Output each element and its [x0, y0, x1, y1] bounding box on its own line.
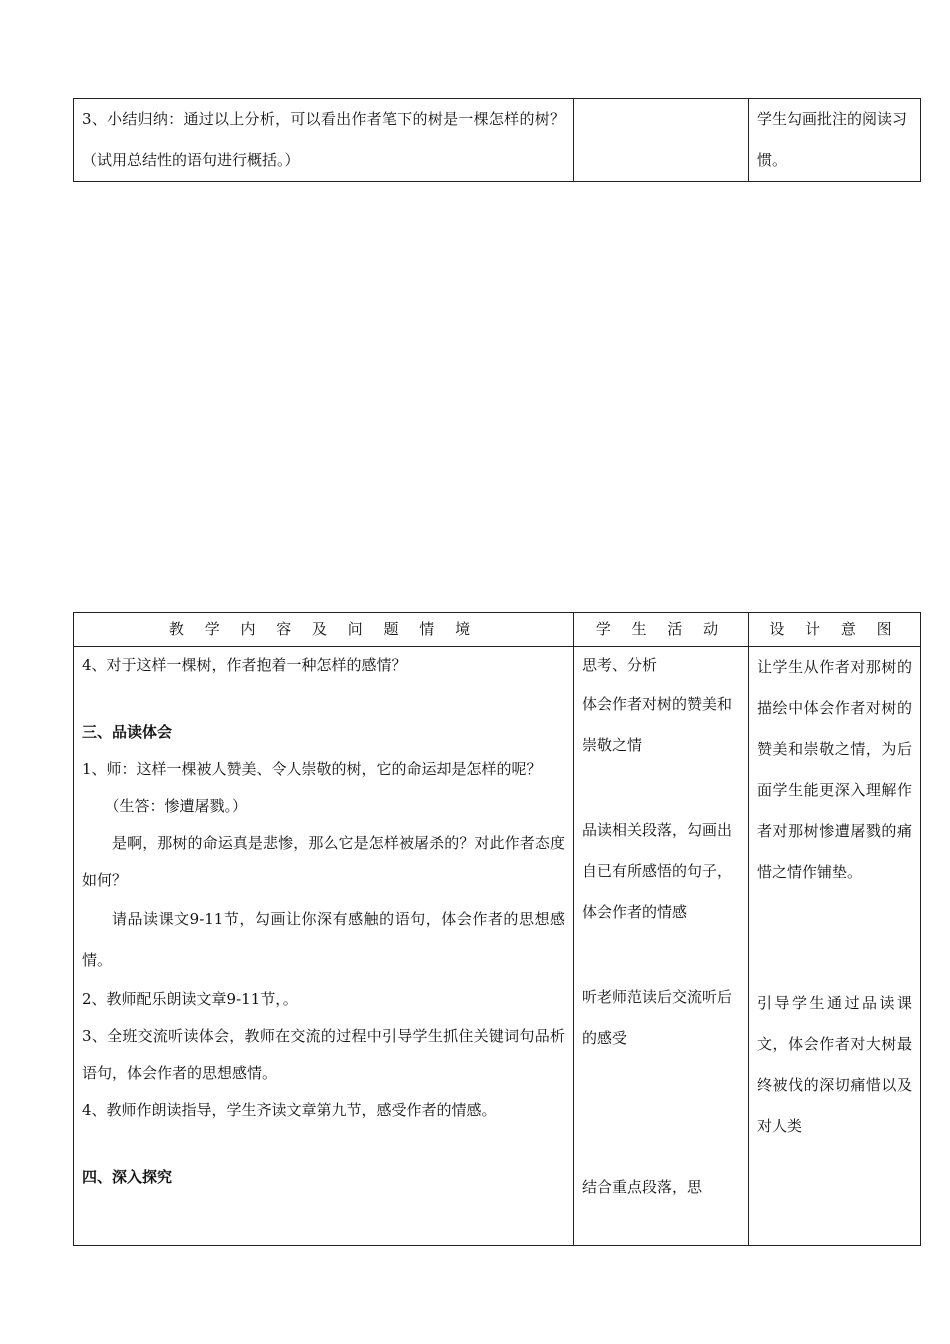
activity-cell	[574, 647, 749, 1246]
header-content: 教 学 内 容 及 问 题 情 境	[74, 613, 574, 647]
intent-cell	[749, 647, 921, 1246]
activity-3: 品读相关段落，勾画出自已有所感悟的句子，体会作者的情感	[582, 821, 733, 921]
paragraph-5: 2、教师配乐朗读文章9-11节，。	[82, 990, 298, 1008]
table-row	[74, 647, 921, 1246]
paragraph-3: 是啊，那树的命运真是悲惨，那么它是怎样被屠杀的？对此作者态度如何？	[82, 834, 565, 889]
section-heading-4: 四、深入探究	[82, 1168, 173, 1186]
intent-1: 让学生从作者对那树的描绘中体会作者对树的赞美和崇敬之情，为后面学生能更深入理解作者对那树惨遭屠戮的痛惜之情作铺垫。	[757, 658, 912, 881]
header-activity: 学 生 活 动	[574, 613, 749, 647]
intent-cell	[749, 99, 921, 182]
header-intent: 设 计 意 图	[749, 613, 921, 647]
table-header-row	[74, 613, 921, 647]
paragraph-6: 3、全班交流听读体会，教师在交流的过程中引导学生抓住关键词句品析语句，体会作者的思想感情。	[82, 1027, 565, 1082]
table-row	[74, 99, 921, 182]
section-heading-3: 三、品读体会	[82, 723, 173, 741]
paragraph-7: 4、教师作朗读指导，学生齐读文章第九节，感受作者的情感。	[82, 1101, 497, 1119]
question-4: 4、对于这样一棵树，作者抱着一种怎样的感情？	[82, 656, 407, 674]
intent-2: 引导学生通过品读课文，体会作者对大树最终被伐的深切痛惜以及对人类	[757, 994, 912, 1135]
activity-4: 听老师范读后交流听后的感受	[582, 988, 733, 1047]
paragraph-1: 1、师：这样一棵被人赞美、令人崇敬的树，它的命运却是怎样的呢？	[82, 760, 542, 778]
lesson-table-continued	[73, 98, 921, 182]
content-cell	[74, 647, 574, 1246]
activity-cell	[574, 99, 749, 182]
activity-1: 思考、分析	[582, 656, 658, 674]
activity-2: 体会作者对树的赞美和崇敬之情	[582, 695, 733, 754]
content-cell	[74, 99, 574, 182]
activity-5: 结合重点段落，思	[582, 1178, 703, 1196]
paragraph-4: 请品读课文9-11节，勾画让你深有感触的语句，体会作者的思想感情。	[82, 910, 565, 969]
intent-text: 学生勾画批注的阅读习惯。	[757, 110, 908, 169]
summary-question: 3、小结归纳：通过以上分析，可以看出作者笔下的树是一棵怎样的树？（试用总结性的语句进行概括。）	[82, 110, 565, 169]
lesson-table	[73, 612, 921, 1246]
paragraph-2: （生答：惨遭屠戮。）	[104, 797, 248, 815]
